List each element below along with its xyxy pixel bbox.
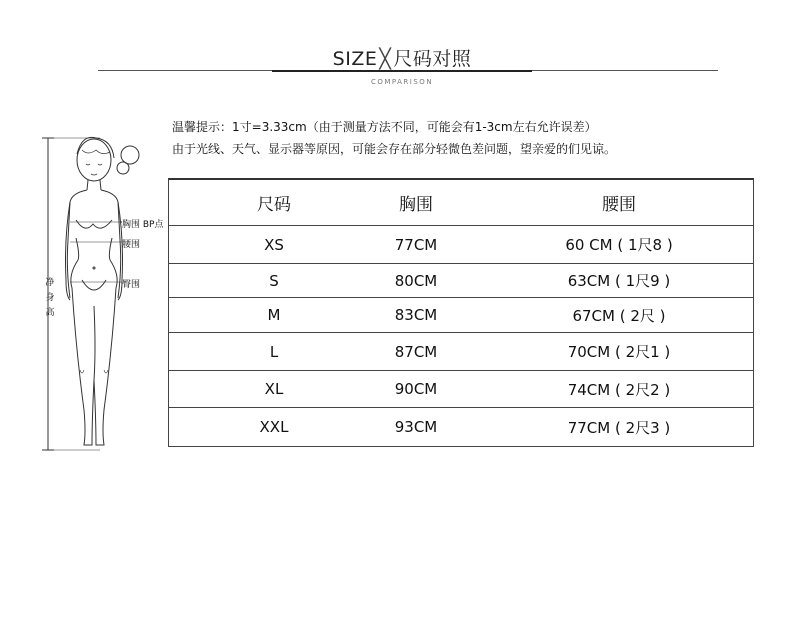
table-row — [169, 371, 753, 407]
cell-chest: 87CM — [394, 342, 438, 361]
cell-size: XXL — [259, 418, 289, 436]
header-waist: 腰围 — [602, 195, 636, 215]
title-size: SIZE — [332, 48, 378, 70]
table-row — [169, 264, 753, 297]
table-row — [169, 333, 753, 370]
cell-size: XL — [264, 380, 284, 398]
cell-waist: 77CM ( 2尺3 ) — [567, 418, 671, 437]
tips-block — [172, 116, 616, 160]
header-chest: 胸围 — [399, 195, 433, 215]
cell-chest: 83CM — [394, 306, 438, 324]
label-hip: 臀围 — [122, 280, 141, 290]
cell-waist: 70CM ( 2尺1 ) — [567, 343, 671, 361]
page-subtitle: COMPARISON — [370, 78, 434, 86]
table-header-row — [169, 180, 753, 225]
table-row — [169, 298, 753, 332]
cell-chest: 80CM — [394, 271, 438, 290]
tip-measurement: 温馨提示：1寸=3.33cm（由于测量方法不同，可能会有1-3cm左右允许误差） — [172, 120, 597, 134]
size-table — [168, 178, 754, 447]
table-row — [169, 408, 753, 446]
body-figure — [30, 120, 175, 460]
cell-waist: 63CM ( 1尺9 ) — [567, 272, 671, 290]
label-chest: 胸围 BP点 — [122, 220, 164, 230]
tip-color: 由于光线、天气、显示器等原因，可能会存在部分轻微色差问题，望亲爱的们见谅。 — [172, 142, 617, 156]
cell-waist: 67CM ( 2尺 ) — [572, 306, 666, 325]
cell-waist: 74CM ( 2尺2 ) — [567, 380, 671, 399]
cell-chest: 77CM — [394, 235, 438, 254]
header-size: 尺码 — [257, 195, 291, 215]
page-title — [272, 44, 532, 71]
cell-chest: 93CM — [394, 418, 438, 436]
cell-waist: 60 CM ( 1尺8 ) — [565, 236, 673, 254]
cell-size: S — [269, 271, 279, 290]
label-height: 净身高 — [45, 278, 55, 318]
cell-size: XS — [264, 235, 284, 254]
cell-size: M — [267, 306, 281, 324]
title-separator-icon: ╳ — [379, 48, 392, 70]
table-row — [169, 226, 753, 263]
cell-chest: 90CM — [394, 380, 438, 398]
cell-size: L — [269, 342, 279, 361]
title-chart-name: 尺码对照 — [393, 48, 472, 70]
title-block — [0, 40, 790, 86]
label-waist: 腰围 — [122, 240, 141, 250]
